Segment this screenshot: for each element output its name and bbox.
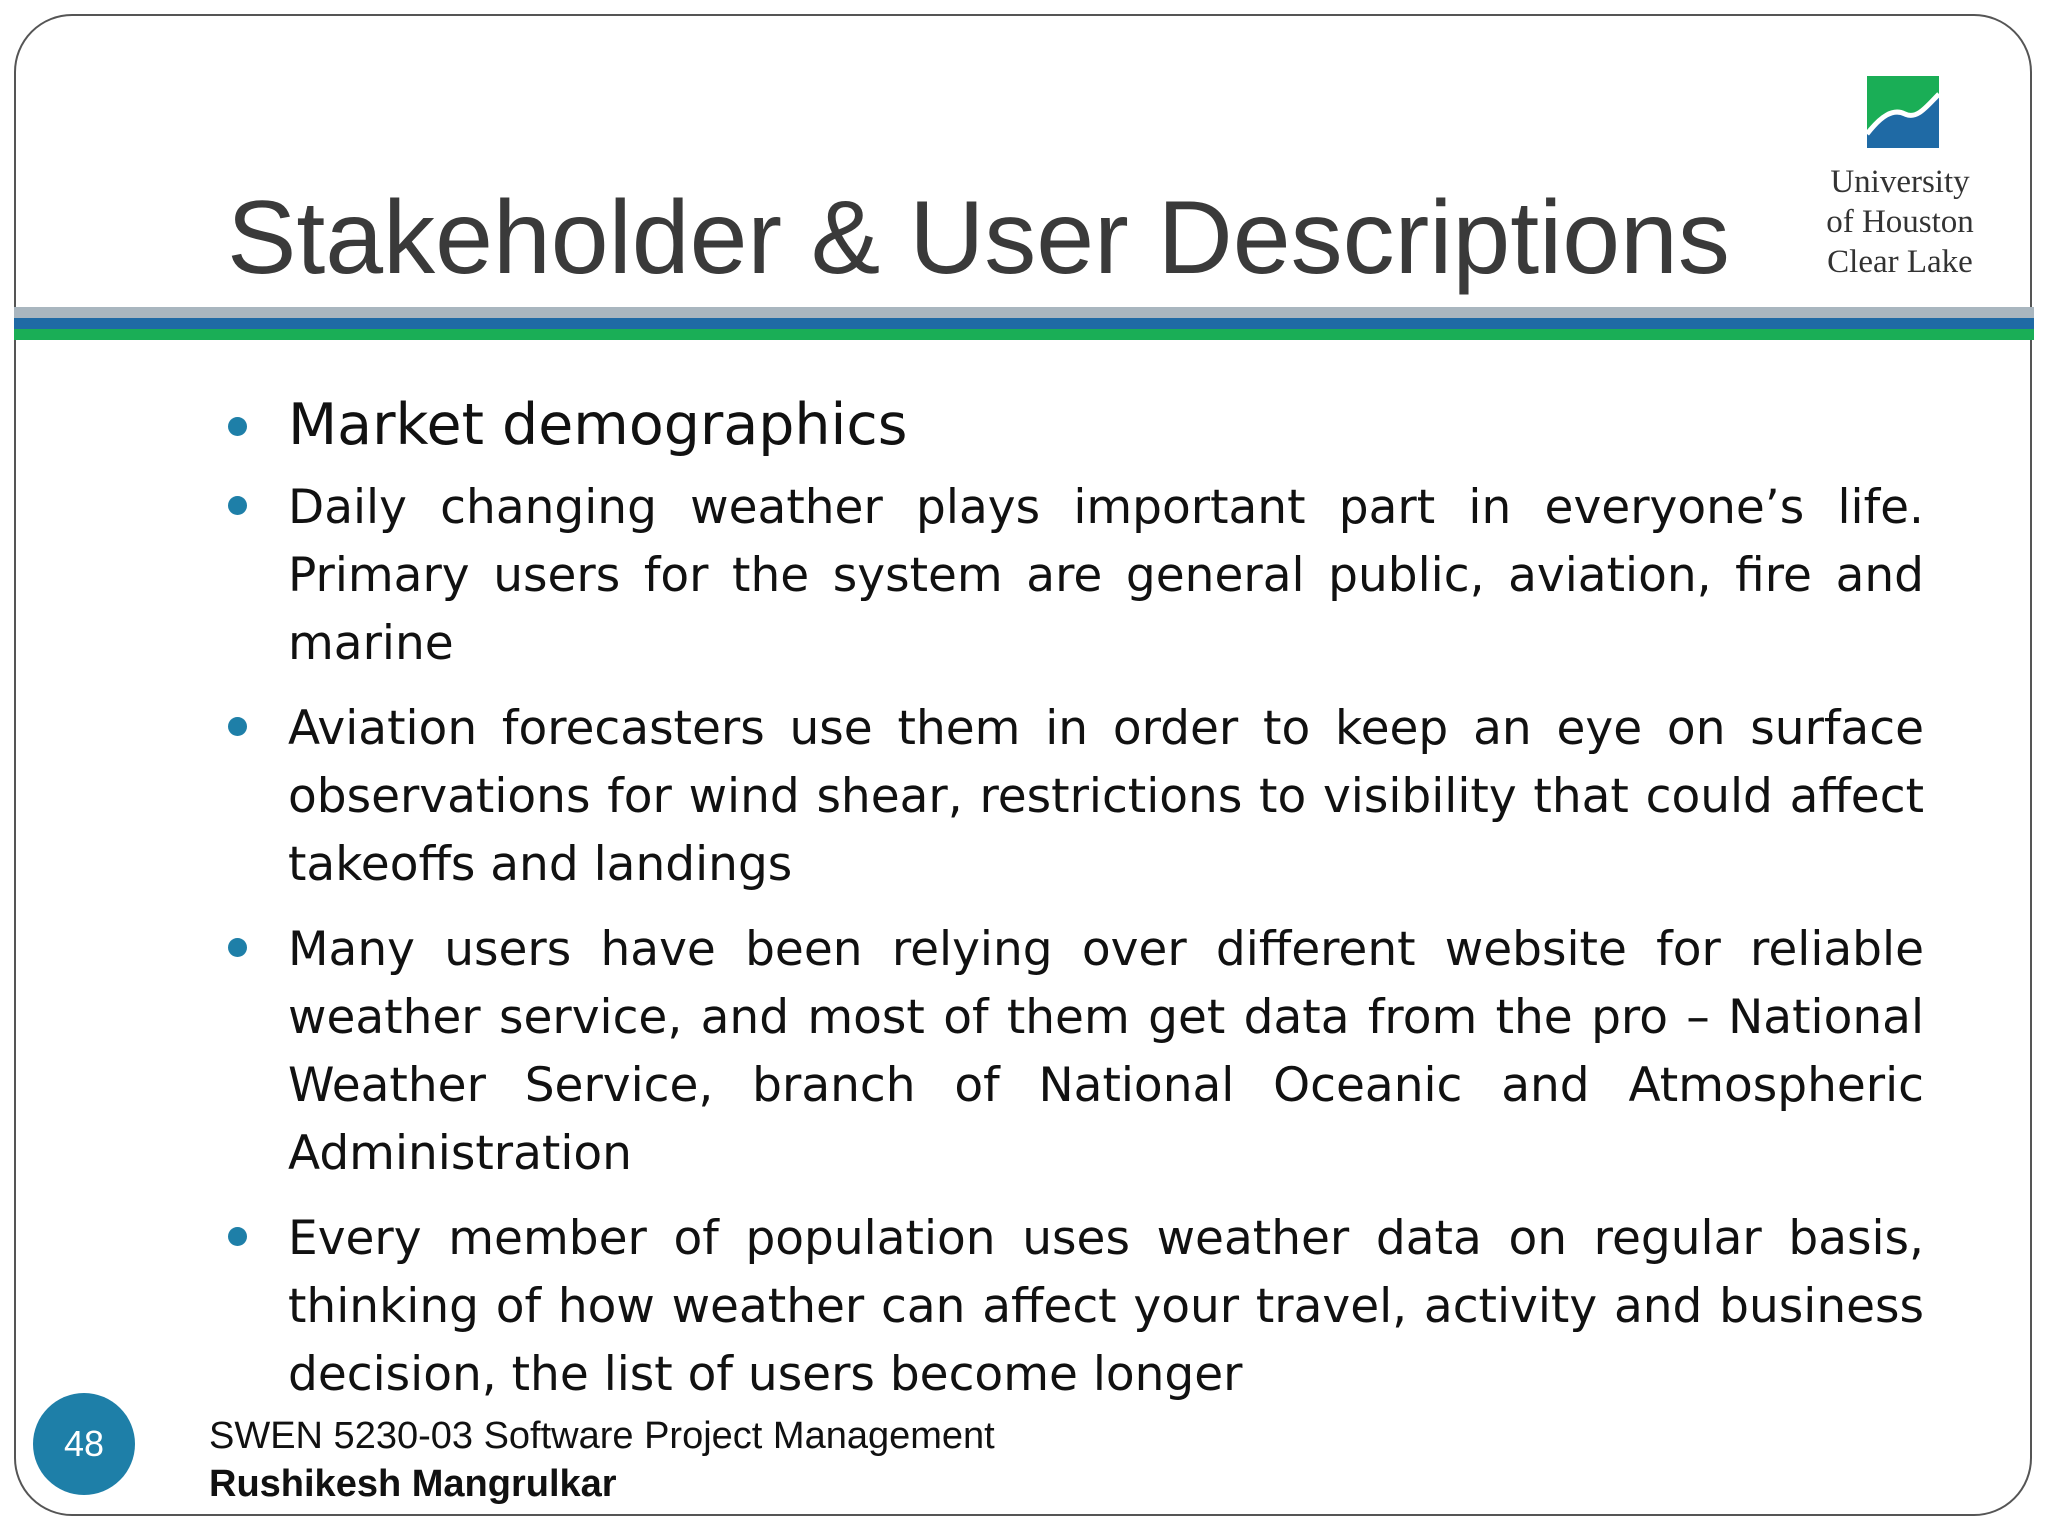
logo-line-1: University <box>1830 164 1970 200</box>
bullet-item <box>228 916 1924 1188</box>
bullet-icon <box>228 417 247 436</box>
slide-title: Stakeholder & User Descriptions <box>227 180 1730 296</box>
bullet-icon <box>228 938 247 957</box>
title-rule-gray <box>14 307 2034 318</box>
bullet-text: Daily changing weather plays important part in everyone’s life. Primary users for the system are general public, aviation, fire and marine <box>288 480 1924 671</box>
university-logo-wordmark <box>1810 162 1990 282</box>
bullet-icon <box>228 1227 247 1246</box>
footer-course: SWEN 5230-03 Software Project Management <box>209 1415 995 1457</box>
logo-line-3: Clear Lake <box>1827 244 1973 280</box>
bullet-text: Market demographics <box>288 392 908 458</box>
bullet-list <box>228 390 1924 1426</box>
title-rule-blue <box>14 318 2034 329</box>
bullet-item <box>228 1205 1924 1409</box>
bullet-icon <box>228 717 247 736</box>
bullet-text: Every member of population uses weather data on regular basis, thinking of how weather can affect your travel, activity and business decision, the list of users become longer <box>288 1211 1924 1402</box>
bullet-text: Many users have been relying over different website for reliable weather service, and most of them get data from the pro – National Weather Service, branch of National Oceanic and Atmospheric Administration <box>288 922 1924 1181</box>
logo-line-2: of Houston <box>1826 204 1974 240</box>
bullet-text: Aviation forecasters use them in order to keep an eye on surface observations for wind shear, restrictions to visibility that could affect takeoffs and landings <box>288 701 1924 892</box>
university-logo <box>1810 72 1990 292</box>
slide-footer <box>209 1412 995 1508</box>
page-number-badge: 48 <box>33 1393 135 1495</box>
bullet-icon <box>228 496 247 515</box>
bullet-item <box>228 390 1924 460</box>
bullet-item <box>228 695 1924 899</box>
title-rule-green <box>14 329 2034 340</box>
uhcl-logo-icon <box>1867 76 1939 148</box>
footer-author: Rushikesh Mangrulkar <box>209 1463 617 1505</box>
bullet-item <box>228 474 1924 678</box>
